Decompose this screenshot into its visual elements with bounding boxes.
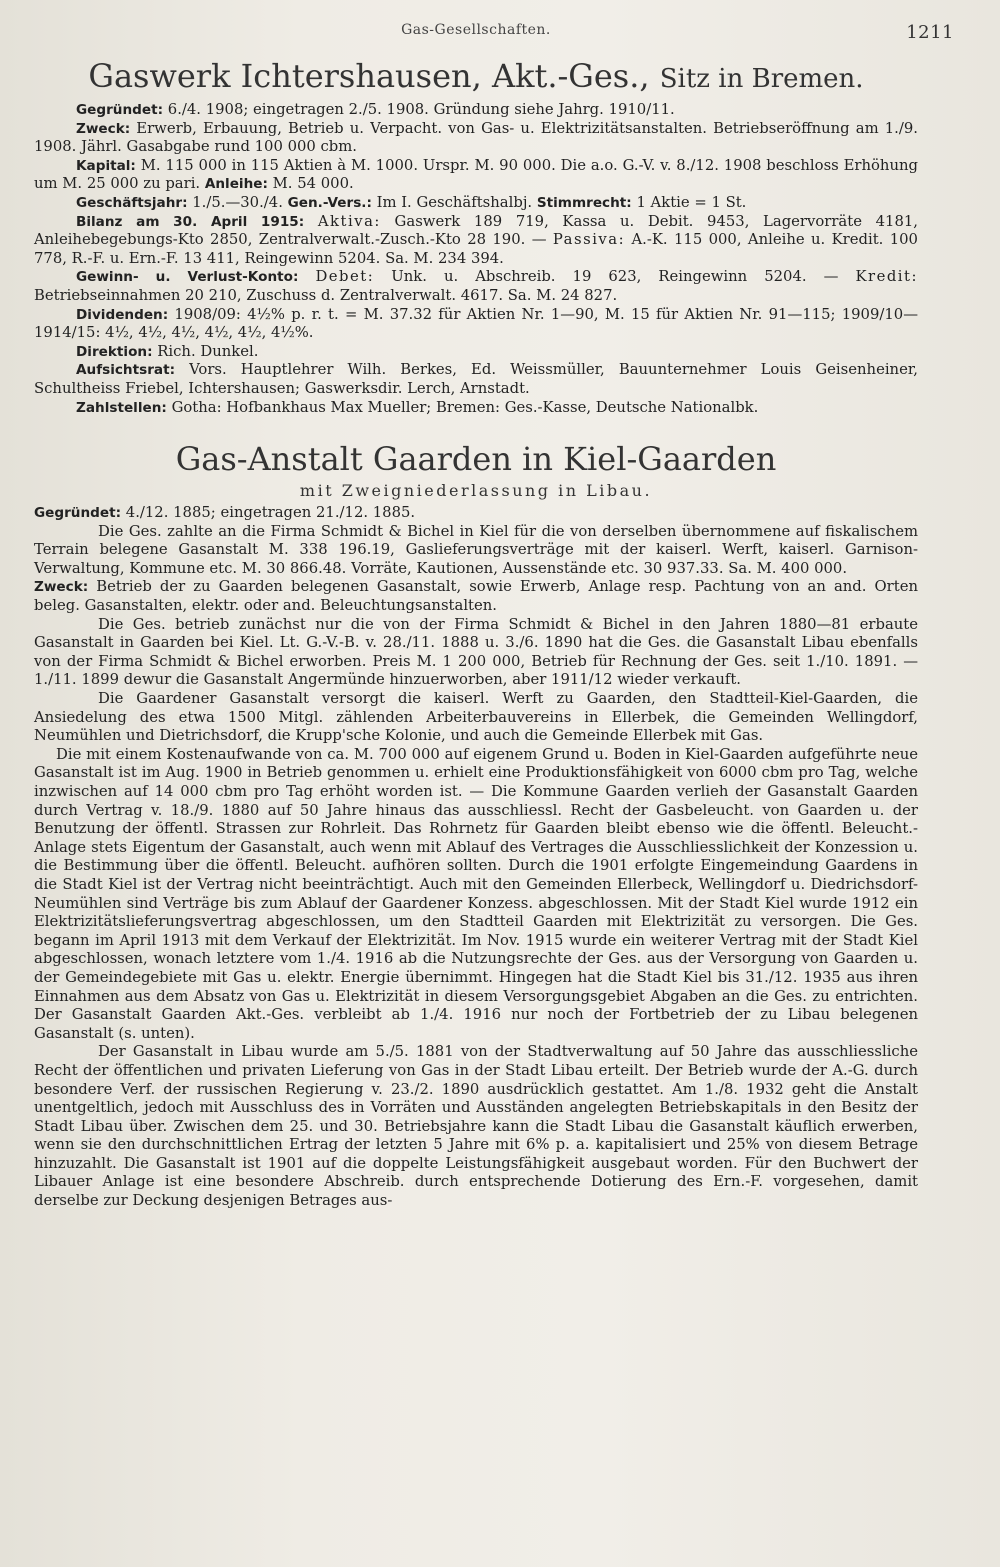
company1-guv bbox=[34, 268, 918, 305]
company1-name: Gaswerk Ichtershausen, Akt.-Ges., bbox=[88, 57, 650, 95]
guv-label: Gewinn- u. Verlust-Konto: bbox=[76, 269, 299, 286]
zweck-label: Zweck: bbox=[34, 579, 89, 596]
guv-debet-text: Unk. u. Abschreib. 19 623, Reingewinn 5204. — bbox=[391, 268, 839, 286]
company2-para-history: Die Ges. betrieb zunächst nur die von der Firma Schmidt & Bichel in den Jahren 1880—81 erbaute Gasanstalt in Gaarden bei Kiel. Lt. G.-V.-B. v. 28./11. 1888 u. 3./6. 1890 hat die Ges. die Gasanstalt Libau ebenfalls von der Firma Schmidt & Bichel erworben. Preis M. 1 200 000, Betrieb für Rechnung der Ges. seit 1./10. 1891. — 1./11. 1899 dewur die Gasanstalt Angermünde hinzuerworben, aber 1911/12 wieder verkauft. bbox=[34, 615, 918, 689]
company1-seat: Sitz in Bremen. bbox=[659, 64, 864, 94]
dividenden-label: Dividenden: bbox=[76, 306, 169, 323]
stimmrecht-text: 1 Aktie = 1 St. bbox=[636, 193, 747, 211]
company1-kapital bbox=[34, 157, 918, 194]
direktion-label: Direktion: bbox=[76, 343, 153, 360]
gegruendet-text: 4./12. 1885; eingetragen 21./12. 1885. bbox=[125, 504, 416, 522]
bilanz-passiva-word: Passiva: bbox=[552, 231, 626, 249]
company2-gegruendet bbox=[34, 504, 918, 523]
company2-title: Gas-Anstalt Gaarden in Kiel-Gaarden bbox=[175, 440, 777, 479]
bilanz-aktiva-text: Gaswerk 189 719, Kassa u. Debit. 9453, Lagervorräte 4181, Anleihebegebungs-Kto 2850, Zentralverwalt.-Zusch.-Kto 28 190. — bbox=[34, 212, 918, 249]
aufsichtsrat-text: Vors. Hauptlehrer Wilh. Berkes, Ed. Weissmüller, Bauunternehmer Louis Geisenheiner, Schultheiss Friebel, Ichtershausen; Gaswerksdir. Lerch, Arnstadt. bbox=[34, 361, 918, 397]
zweck-text: Erwerb, Erbauung, Betrieb u. Verpacht. von Gas- u. Elektrizitätsanstalten. Betriebseröffnung am 1./9. 1908. Jährl. Gasabgabe rund 100 000 cbm. bbox=[34, 119, 918, 156]
company1-title bbox=[34, 58, 918, 97]
direktion-text: Rich. Dunkel. bbox=[157, 342, 259, 360]
company2-para-purchase: Die Ges. zahlte an die Firma Schmidt & Bichel in Kiel für die von derselben übernommene auf fiskalischem Terrain belegene Gasanstalt M. 338 196.19, Gaslieferungsverträge mit der kaiserl. Werft, kaiserl. Garnison-Verwaltung, Kommune etc. M. 30 866.48. Vorräte, Kautionen, Aussenstände etc. 30 937.33. Sa. M. 400 000. bbox=[34, 522, 918, 577]
company1-zahlstellen bbox=[34, 399, 918, 418]
company1-bilanz bbox=[34, 213, 918, 269]
bilanz-aktiva-word: Aktiva: bbox=[317, 212, 381, 230]
running-head-title: Gas-Gesellschaften. bbox=[401, 22, 551, 38]
kapital-text: M. 115 000 in 115 Aktien à M. 1000. Urspr. M. 90 000. Die a.o. G.-V. v. 8./12. 1908 beschloss Erhöhung um M. 25 000 zu pari. bbox=[34, 156, 918, 193]
zahlstellen-text: Gotha: Hofbankhaus Max Mueller; Bremen: Ges.-Kasse, Deutsche Nationalbk. bbox=[171, 398, 759, 416]
gegruendet-label: Gegründet: bbox=[34, 505, 122, 522]
company2-zweck bbox=[34, 578, 918, 615]
zweck-label: Zweck: bbox=[76, 120, 131, 137]
guv-debet-word: Debet: bbox=[315, 268, 375, 286]
section-gap bbox=[34, 417, 918, 433]
page-number: 1211 bbox=[906, 22, 954, 43]
company2-subtitle: mit Zweigniederlassung in Libau. bbox=[299, 481, 653, 501]
running-head bbox=[34, 22, 954, 50]
anleihe-label: Anleihe: bbox=[204, 176, 268, 193]
kapital-label: Kapital: bbox=[76, 157, 136, 174]
dividenden-text: 1908/09: 4½% p. r. t. = M. 37.32 für Aktien Nr. 1—90, M. 15 für Aktien Nr. 91—115; 1909/10—1914/15: 4½, 4½, 4½, 4½, 4½, 4½%. bbox=[34, 305, 918, 342]
company1-zweck bbox=[34, 120, 918, 157]
genvers-text: Im I. Geschäftshalbj. bbox=[376, 193, 533, 211]
aufsichtsrat-label: Aufsichtsrat: bbox=[76, 362, 175, 379]
company1-aufsichtsrat bbox=[34, 361, 918, 398]
company1-direktion bbox=[34, 343, 918, 362]
guv-kredit-text: Betriebseinnahmen 20 210, Zuschuss d. Zentralverwalt. 4617. Sa. M. 24 827. bbox=[34, 286, 618, 304]
bilanz-passiva-text: A.-K. 115 000, Anleihe u. Kredit. 100 778, R.-F. u. Ern.-F. 13 411, Reingewinn 5204. Sa. M. 234 394. bbox=[34, 231, 918, 267]
company1-geschaeftsjahr bbox=[34, 194, 918, 213]
gegruendet-label: Gegründet: bbox=[76, 102, 164, 118]
genvers-label: Gen.-Vers.: bbox=[287, 194, 372, 211]
stimmrecht-label: Stimmrecht: bbox=[536, 194, 632, 211]
anleihe-text: M. 54 000. bbox=[272, 175, 354, 193]
company2-para-concession: Die mit einem Kostenaufwande von ca. M. 700 000 auf eigenem Grund u. Boden in Kiel-Gaarden aufgeführte neue Gasanstalt ist im Aug. 1900 in Betrieb genommen u. erhielt eine Produktionsfähigkeit von 6000 cbm pro Tag, welche inzwischen auf 14 000 cbm pro Tag erhöht worden ist. — Die Kommune Gaarden verlieh der Gasanstalt Gaarden durch Vertrag v. 18./9. 1880 auf 50 Jahre hinaus das ausschliessl. Recht der Gasbeleucht. von Gaarden u. der Benutzung der öffentl. Strassen zur Rohrleit. Das Rohrnetz für Gaarden bleibt ebenso wie die öffentl. Beleucht.-Anlage stets Eigentum der Gasanstalt, auch wenn mit Ablauf des Vertrages die Ausschliesslichkeit der Konzession u. die Bestimmung über die öffentl. Beleucht. aufhören sollten. Durch die 1901 erfolgte Eingemeindung Gaardens in die Stadt Kiel ist der Vertrag nicht beeinträchtigt. Auch mit den Gemeinden Ellerbeck, Wellingdorf u. Diedrichsdorf-Neumühlen sind Verträge bis zum Ablauf der Gaardener Konzess. abgeschlossen. Mit der Stadt Kiel wurde 1912 ein Elektrizitätslieferungsvertrag abgeschlossen, um den Stadtteil Gaarden mit Elektrizität zu versorgen. Die Ges. begann im April 1913 mit dem Verkauf der Elektrizität. Im Nov. 1915 wurde ein weiterer Vertrag mit der Stadt Kiel abgeschlossen, wonach letztere vom 1./4. 1916 ab die Nutzungsrechte der Ges. aus der Versorgung von Gaarden u. der Gemeindegebiete mit Gas u. elektr. Energie übernimmt. Hingegen hat die Stadt Kiel bis 31./12. 1935 aus ihren Einnahmen aus dem Absatz von Gas u. Elektrizität in diesem Versorgungsgebiet Abgaben an die Ges. zu entrichten. Der Gasanstalt Gaarden Akt.-Ges. verbleibt ab 1./4. 1916 nur noch der Fortbetrieb der zu Libau belegenen Gasanstalt (s. unten). bbox=[34, 745, 918, 1042]
company2-para-libau: Der Gasanstalt in Libau wurde am 5./5. 1881 von der Stadtverwaltung auf 50 Jahre das ausschliessliche Recht der öffentlichen und privaten Lieferung von Gas in der Stadt Libau erteilt. Der Betrieb wurde der A.-G. durch besondere Verf. der russischen Regierung v. 23./2. 1890 ausdrücklich gestattet. Am 1./8. 1932 geht die Anstalt unentgeltlich, jedoch mit Ausschluss des in Vorräten und Ausständen angelegten Betriebskapitals in den Besitz der Stadt Libau über. Zwischen dem 25. und 30. Betriebsjahre kann die Stadt Libau die Gasanstalt käuflich erwerben, wenn sie den durchschnittlichen Ertrag der letzten 5 Jahre mit 6% p. a. kapitalisiert und 25% von diesem Betrage hinzuzahlt. Die Gasanstalt ist 1901 auf die doppelte Leistungsfähigkeit ausgebaut worden. Für den Buchwert der Libauer Anlage ist eine besondere Abschreib. durch entsprechende Dotierung des Ern.-F. vorgesehen, damit derselbe zur Deckung desjenigen Betrages aus- bbox=[34, 1043, 918, 1210]
zahlstellen-label: Zahlstellen: bbox=[76, 399, 167, 416]
company2-para-supply: Die Gaardener Gasanstalt versorgt die kaiserl. Werft zu Gaarden, den Stadtteil-Kiel-Gaarden, die Ansiedelung des etwa 1500 Mitgl. zählenden Arbeiterbauvereins in Ellerbek, die Gemeinden Wellingdorf, Neumühlen und Dietrichsdorf, die Krupp'sche Kolonie, und auch die Gemeinde Ellerbek mit Gas. bbox=[34, 690, 918, 745]
zweck-text: Betrieb der zu Gaarden belegenen Gasanstalt, sowie Erwerb, Anlage resp. Pachtung von an and. Orten beleg. Gasanstalten, elektr. oder and. Beleuchtungsanstalten. bbox=[34, 578, 918, 615]
geschaeftsjahr-text: 1./5.—30./4. bbox=[192, 193, 283, 211]
geschaeftsjahr-label: Geschäftsjahr: bbox=[76, 194, 188, 211]
guv-kredit-word: Kredit: bbox=[855, 268, 918, 286]
bilanz-label: Bilanz am 30. April 1915: bbox=[76, 213, 305, 230]
company1-dividenden bbox=[34, 306, 918, 343]
gegruendet-text: 6./4. 1908; eingetragen 2./5. 1908. Gründung siehe Jahrg. 1910/11. bbox=[167, 101, 675, 118]
company1-gegruendet bbox=[34, 101, 918, 120]
